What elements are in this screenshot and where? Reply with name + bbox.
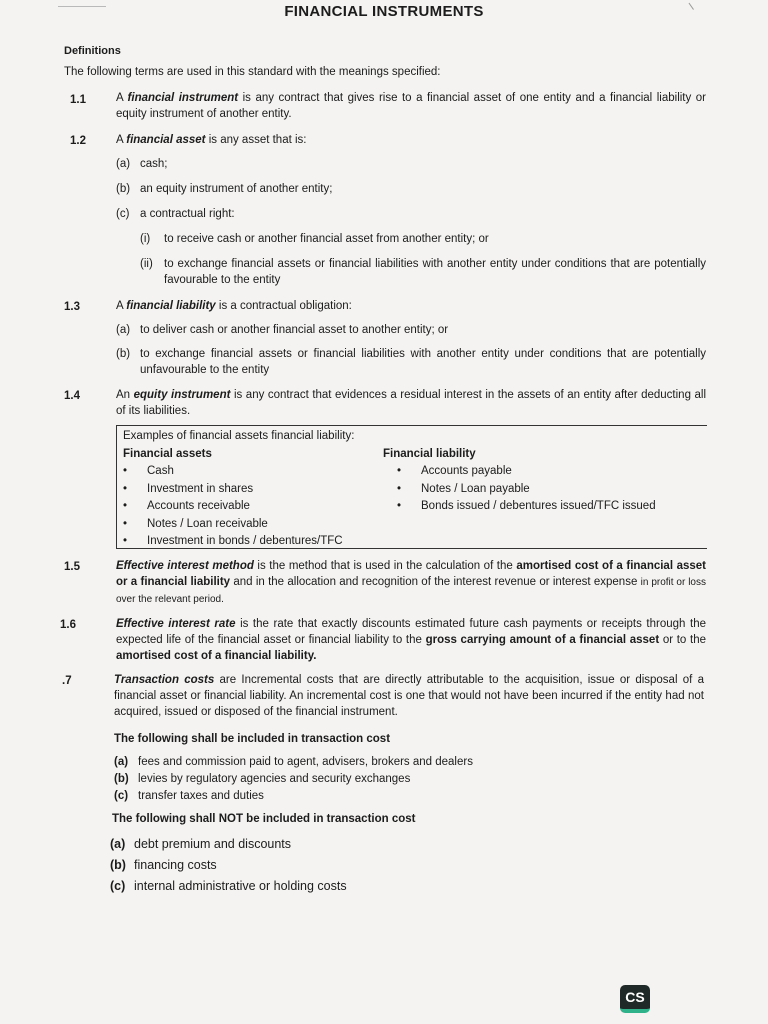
list-item: (b) an equity instrument of another entity; xyxy=(116,183,333,195)
excluded-heading: The following shall NOT be included in transaction cost xyxy=(112,813,416,825)
sub-list-item: (i) to receive cash or another financial asset from another entity; or xyxy=(140,233,489,245)
list-item: • Notes / Loan payable xyxy=(397,482,530,495)
list-item: • Investment in bonds / debentures/TFC xyxy=(123,535,343,547)
section-number-1-1: 1.1 xyxy=(70,94,86,106)
list-item: (b) to exchange financial assets or financial liabilities with another entity under conditions that are potentially unfavourable to the entity xyxy=(116,348,706,376)
term: Transaction costs xyxy=(114,674,215,686)
examples-title: Examples of financial assets financial liability: xyxy=(123,430,355,442)
section-number-1-4: 1.4 xyxy=(64,390,80,402)
sub-list-item: (ii) to exchange financial assets or financial liabilities with another entity under conditions that are potentially favourable to the entity xyxy=(140,258,706,286)
term: Effective interest rate xyxy=(116,618,236,630)
term: financial liability xyxy=(126,300,216,312)
list-item: • Bonds issued / debentures issued/TFC issued xyxy=(397,500,656,512)
definition-financial-instrument: A financial instrument is any contract that gives rise to a financial asset of one entity and a financial liability or equity instrument of another entity. xyxy=(116,92,706,120)
list-item: (a) fees and commission paid to agent, advisers, brokers and dealers xyxy=(114,756,473,768)
page-title: FINANCIAL INSTRUMENTS xyxy=(284,3,484,20)
section-number-1-3: 1.3 xyxy=(64,301,80,313)
definition-transaction-costs: Transaction costs are Incremental costs that are directly attributable to the acquisition, issue or disposal of a financial asset or financial liability. An incremental cost is one that would not have been incurred if the entity had not acquired, issued or disposed of the financial instrument. xyxy=(114,674,704,718)
section-number-1-5: 1.5 xyxy=(64,561,80,573)
list-item: (a) debt premium and discounts xyxy=(110,837,292,851)
list-item: (b) levies by regulatory agencies and security exchanges xyxy=(114,773,411,785)
examples-box xyxy=(116,425,707,549)
list-item: • Notes / Loan receivable xyxy=(123,517,268,530)
intro-text: The following terms are used in this standard with the meanings specified: xyxy=(64,66,441,78)
financial-liability-heading: Financial liability xyxy=(383,448,476,460)
term: financial instrument xyxy=(127,92,239,104)
included-heading: The following shall be included in transaction cost xyxy=(114,733,391,745)
list-item: (b) financing costs xyxy=(110,858,217,872)
definition-equity-instrument: An equity instrument is any contract that evidences a residual interest in the assets of an entity after deducting all of its liabilities. xyxy=(116,389,707,417)
list-item: • Accounts receivable xyxy=(123,500,250,512)
list-item: (a) cash; xyxy=(116,158,168,170)
financial-liability-list xyxy=(397,463,656,516)
financial-assets-heading: Financial assets xyxy=(123,448,212,460)
definition-financial-liability: A financial liability is a contractual obligation: xyxy=(116,300,352,312)
definitions-heading: Definitions xyxy=(64,45,121,57)
camscanner-logo: CS xyxy=(620,985,650,1013)
term: equity instrument xyxy=(133,389,231,401)
list-item: (c) transfer taxes and duties xyxy=(114,790,264,802)
list-item: (c) internal administrative or holding costs xyxy=(110,879,347,893)
definition-financial-asset: A financial asset is any asset that is: xyxy=(116,134,307,146)
section-number-1-6: 1.6 xyxy=(60,619,76,631)
term: Effective interest method xyxy=(116,560,254,572)
list-item: (a) to deliver cash or another financial asset to another entity; or xyxy=(116,324,449,336)
definition-effective-interest-method: Effective interest method is the method that is used in the calculation of the amortised cost of a financial asset or a financial liability and in the allocation and recognition of the interest revenue or interest expense in profit or loss over the relevant period. xyxy=(116,560,706,605)
section-number-1-7: .7 xyxy=(62,675,72,687)
term: financial asset xyxy=(126,134,206,146)
list-item: • Cash xyxy=(123,465,174,477)
list-item: (c) a contractual right: xyxy=(116,208,235,220)
definition-effective-interest-rate: Effective interest rate is the rate that exactly discounts estimated future cash payments or receipts through the expected life of the financial asset or financial liability to the gross carrying amount of a financial asset or to the amortised cost of a financial liability. xyxy=(116,618,706,662)
list-item: • Accounts payable xyxy=(397,465,512,477)
section-number-1-2: 1.2 xyxy=(70,135,86,147)
financial-assets-list xyxy=(123,463,343,551)
list-item: • Investment in shares xyxy=(123,482,254,495)
